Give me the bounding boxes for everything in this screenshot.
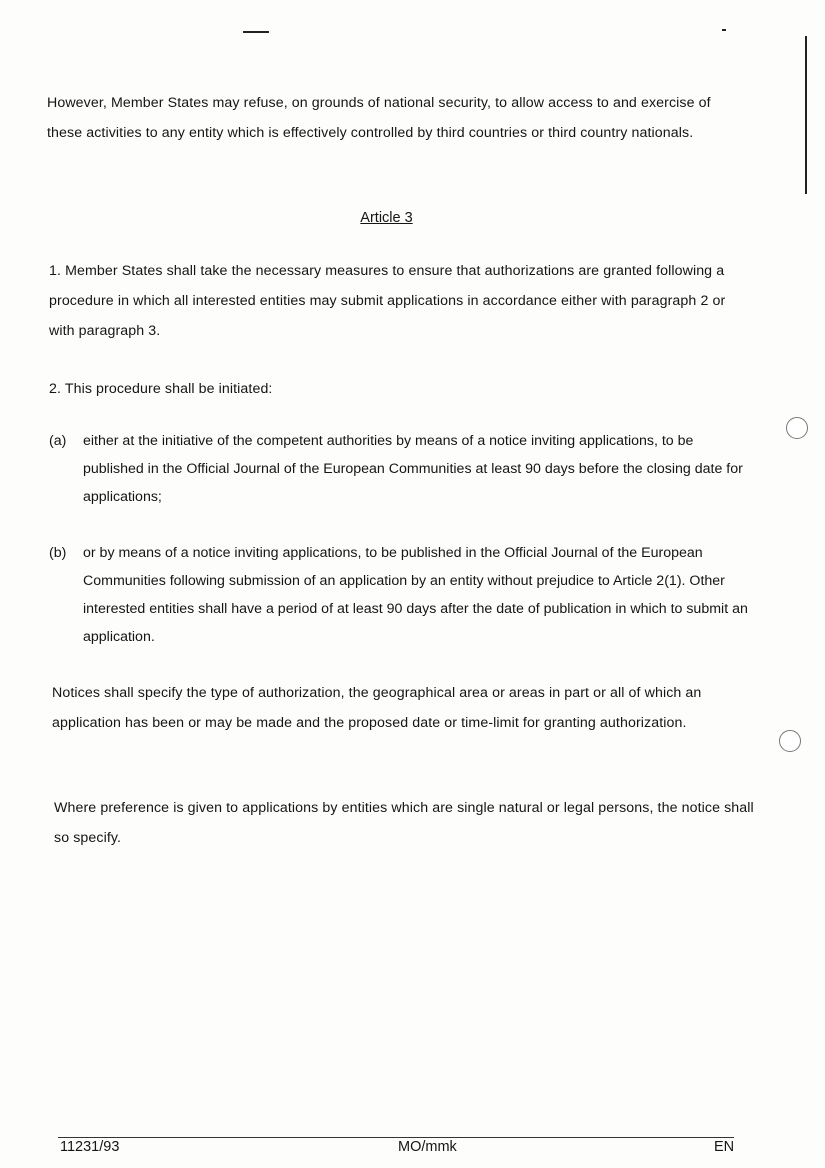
paragraph-preference: Where preference is given to applications by entities which are single natural or legal persons, the notice shall so specify.	[54, 800, 754, 846]
scan-speck	[722, 29, 726, 31]
paragraph-notices: Notices shall specify the type of authorization, the geographical area or areas in part or all of which an application has been or may be made and the proposed date or time-limit for granting authorization.	[52, 685, 702, 731]
footer-reference: 11231/93	[60, 1139, 120, 1155]
footer-language: EN	[714, 1139, 735, 1155]
article-heading: Article 3	[360, 210, 413, 226]
paragraph-2: 2. This procedure shall be initiated:	[49, 381, 273, 397]
list-item-b	[49, 539, 749, 651]
punch-hole-lower	[779, 730, 801, 752]
footer-initials: MO/mmk	[398, 1139, 457, 1155]
paragraph-1: 1. Member States shall take the necessary measures to ensure that authorizations are granted following a procedure in which all interested entities may submit applications in accordance either with paragraph 2 or with paragraph 3.	[49, 263, 726, 339]
scan-speck	[243, 31, 269, 33]
paragraph-intro: However, Member States may refuse, on grounds of national security, to allow access to and exercise of these activities to any entity which is effectively controlled by third countries or third country nationals.	[47, 95, 711, 141]
list-item-label: (b)	[49, 545, 67, 561]
list-item-text: either at the initiative of the competent authorities by means of a notice inviting applications, to be published in the Official Journal of the European Communities at least 90 days before the closing date for applications;	[83, 433, 743, 505]
scan-edge-mark	[805, 36, 807, 194]
footer-rule	[58, 1137, 734, 1138]
list-item-label: (a)	[49, 433, 67, 449]
punch-hole-upper	[786, 417, 808, 439]
list-item-a	[49, 427, 749, 511]
list-item-text: or by means of a notice inviting applications, to be published in the Official Journal of the European Communities following submission of an application by an entity without prejudice to Article 2(1). Other interested entities shall have a period of at least 90 days after the date of publication in which to submit an application.	[83, 545, 748, 645]
